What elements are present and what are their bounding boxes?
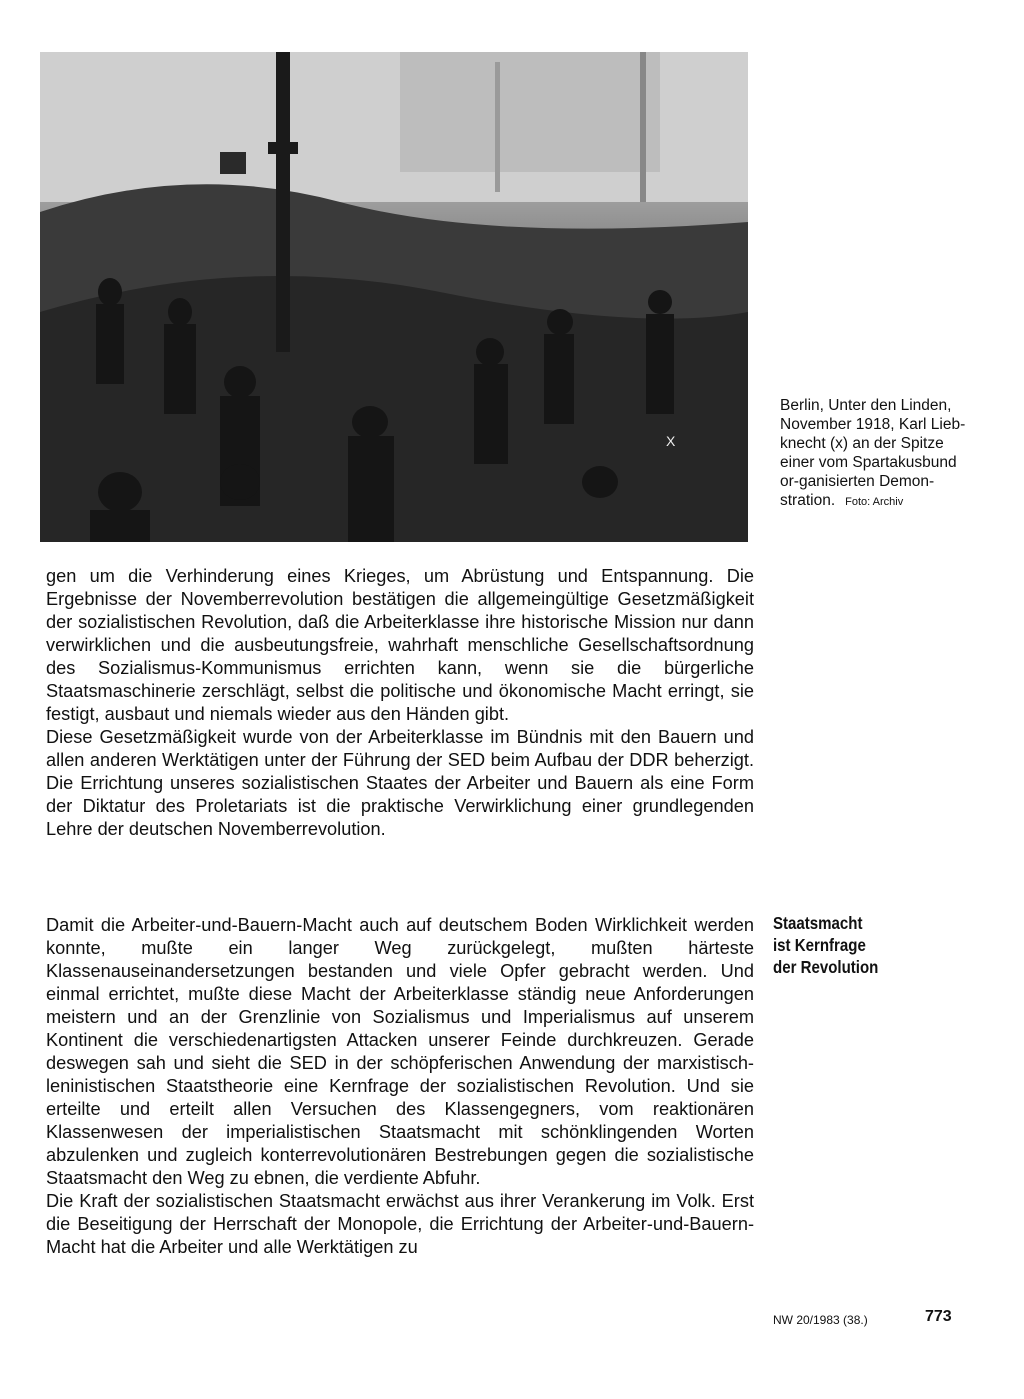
body-text-block-2 — [46, 914, 754, 1259]
caption-text: Berlin, Unter den Linden, November 1918, Karl Lieb-knecht (x) an der Spitze einer vom Spartakusbund or-ganisierten Demon-stration. — [780, 397, 966, 509]
section-heading-line: der Revolution — [773, 957, 879, 977]
section-heading — [773, 912, 945, 978]
page-number: 773 — [925, 1308, 952, 1325]
photo-marker-x: X — [666, 433, 676, 449]
photo-credit: Foto: Archiv — [845, 496, 904, 508]
paragraph: Diese Gesetzmäßigkeit wurde von der Arbeiterklasse im Bündnis mit den Bauern und allen anderen Werktätigen unter der Führung der SED beim Aufbau der DDR beherzigt. Die Errichtung unseres sozialistischen Staates der Arbeiter und Bauern als eine Form der Diktatur des Proletariats ist die praktische Verwirklichung einer grundlegenden Lehre der deutschen Novemberrevolution. — [46, 727, 754, 839]
section-heading-line: ist Kernfrage — [773, 935, 866, 955]
journal-issue: NW 20/1983 (38.) — [773, 1313, 868, 1327]
photo-caption — [780, 396, 970, 512]
demonstration-photo-illustration — [40, 52, 748, 542]
section-heading-line: Staatsmacht — [773, 913, 863, 933]
body-text-block-1 — [46, 565, 754, 841]
historical-photo — [40, 52, 748, 542]
paragraph: Die Kraft der sozialistischen Staatsmacht erwächst aus ihrer Verankerung im Volk. Erst die Beseitigung der Herrschaft der Monopole, die Errichtung der Arbeiter-und-Bauern-Macht hat die Arbeiter und alle Werktätigen zu — [46, 1191, 754, 1257]
paragraph: Damit die Arbeiter-und-Bauern-Macht auch auf deutschem Boden Wirklichkeit werden konnte, mußte ein langer Weg zurückgelegt, mußten härteste Klassenauseinandersetzungen bestanden und viele Opfer gebracht werden. Und einmal errichtet, mußte diese Macht der Arbeiterklasse ständig neue Anforderungen meistern und an der Grenzlinie von Sozialismus und Imperialismus auf unserem Kontinent die verschiedenartigsten Attacken unserer Feinde durchkreuzen. Gerade deswegen sah und sieht die SED in der schöpferischen Anwendung der marxistisch-leninistischen Staatstheorie eine Kernfrage der sozialistischen Revolution. Und sie erteilte und erteilt allen Versuchen des Klassengegners, vom reaktionären Klassenwesen der imperialistischen Staatsmacht mit schönklingenden Worten abzulenken und zugleich konterrevolutionären Bestrebungen gegen die sozialistische Staatsmacht den Weg zu ebnen, die verdiente Abfuhr. — [46, 915, 754, 1188]
paragraph: gen um die Verhinderung eines Krieges, um Abrüstung und Entspannung. Die Ergebnisse der Novemberrevolution bestätigen die allgemeingültige Gesetzmäßigkeit der sozialistischen Revolution, daß die Arbeiterklasse ihre historische Mission nur dann verwirklichen und die ausbeutungsfreie, wahrhaft menschliche Gesellschaftsordnung des Sozialismus-Kommunismus errichten kann, wenn sie die bürgerliche Staatsmaschinerie zerschlägt, selbst die politische und ökonomische Macht erringt, sie festigt, ausbaut und niemals wieder aus den Händen gibt. — [46, 566, 754, 724]
